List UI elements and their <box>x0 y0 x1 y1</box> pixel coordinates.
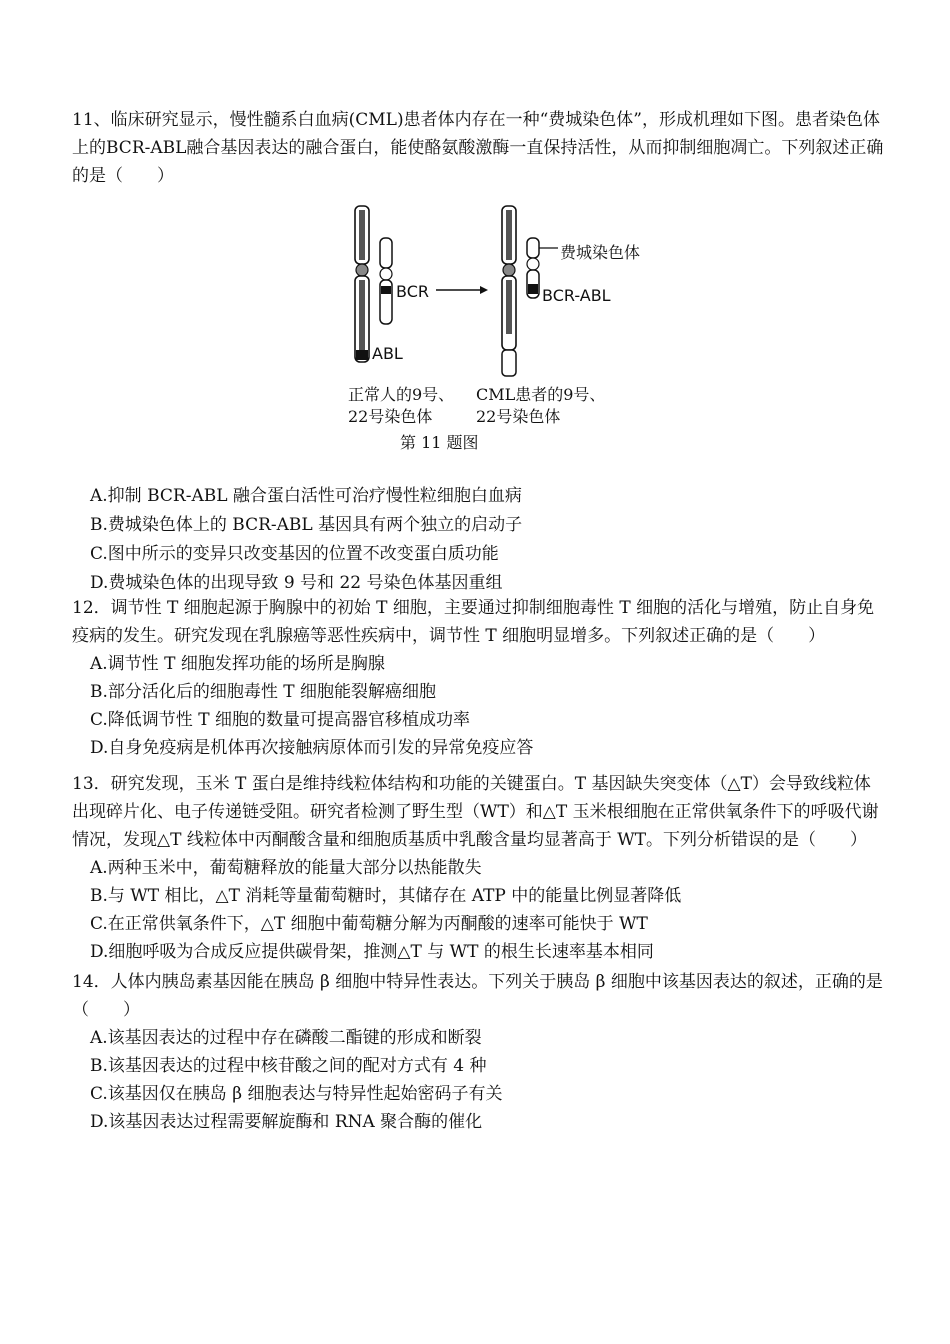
option-b: B.与 WT 相比，△T 消耗等量葡萄糖时，其储存在 ATP 中的能量比例显著降低 <box>90 886 682 906</box>
label-philadelphia: 费城染色体 <box>560 243 641 262</box>
question-12 <box>72 594 884 762</box>
caption-cml-line2: 22号染色体 <box>476 407 561 426</box>
option-d: D.细胞呼吸为合成反应提供碳骨架，推测△T 与 WT 的根生长速率基本相同 <box>90 942 654 962</box>
caption-normal-line2: 22号染色体 <box>348 407 433 426</box>
cml-chromosome-9 <box>502 206 516 376</box>
caption-normal-line1: 正常人的9号、 <box>348 385 455 404</box>
option-b: B.费城染色体上的 BCR-ABL 基因具有两个独立的启动子 <box>90 515 523 535</box>
question-11-figure <box>330 200 660 460</box>
option-d: D.费城染色体的出现导致 9 号和 22 号染色体基因重组 <box>90 573 503 593</box>
normal-chromosome-22 <box>380 238 392 324</box>
option-a: A.调节性 T 细胞发挥功能的场所是胸腺 <box>90 654 385 674</box>
normal-chromosome-9 <box>355 206 369 362</box>
option-c: C.该基因仅在胰岛 β 细胞表达与特异性起始密码子有关 <box>90 1084 503 1104</box>
question-13-stem: 13．研究发现，玉米 T 蛋白是维持线粒体结构和功能的关键蛋白。T 基因缺失突变体（△T）会导致线粒体出现碎片化、电子传递链受阻。研究者检测了野生型（WT）和△T 玉米根细胞在正常供氧条件下的呼吸代谢情况，发现△T 线粒体中丙酮酸含量和细胞质基质中乳酸含量均显著高于 WT。下列分析错误的是（ ） <box>72 774 879 850</box>
option-b: B.该基因表达的过程中核苷酸之间的配对方式有 4 种 <box>90 1056 487 1076</box>
label-bcr-abl: BCR-ABL <box>542 286 611 305</box>
question-13 <box>72 770 884 966</box>
option-c: C.降低调节性 T 细胞的数量可提高器官移植成功率 <box>90 710 470 730</box>
question-11 <box>72 106 884 190</box>
transformation-arrow <box>436 286 488 294</box>
question-12-stem: 12．调节性 T 细胞起源于胸腺中的初始 T 细胞，主要通过抑制细胞毒性 T 细胞的活化与增殖，防止自身免疫病的发生。研究发现在乳腺癌等恶性疾病中，调节性 T 细胞明显增多。下列叙述正确的是（ ） <box>72 598 875 646</box>
option-c: C.在正常供氧条件下，△T 细胞中葡萄糖分解为丙酮酸的速率可能快于 WT <box>90 914 648 934</box>
caption-cml-line1: CML患者的9号、 <box>476 385 606 404</box>
question-14 <box>72 968 884 1136</box>
question-11-options <box>72 482 884 598</box>
option-a: A.抑制 BCR-ABL 融合蛋白活性可治疗慢性粒细胞白血病 <box>90 486 522 506</box>
option-b: B.部分活化后的细胞毒性 T 细胞能裂解癌细胞 <box>90 682 437 702</box>
label-bcr: BCR <box>396 282 429 301</box>
figure-title: 第 11 题图 <box>400 433 479 452</box>
option-a: A.两种玉米中，葡萄糖释放的能量大部分以热能散失 <box>90 858 482 878</box>
option-d: D.该基因表达过程需要解旋酶和 RNA 聚合酶的催化 <box>90 1112 483 1132</box>
label-abl: ABL <box>372 344 403 363</box>
question-14-stem: 14．人体内胰岛素基因能在胰岛 β 细胞中特异性表达。下列关于胰岛 β 细胞中该基因表达的叙述，正确的是（ ） <box>72 972 883 1020</box>
option-a: A.该基因表达的过程中存在磷酸二酯键的形成和断裂 <box>90 1028 482 1048</box>
option-c: C.图中所示的变异只改变基因的位置不改变蛋白质功能 <box>90 544 499 564</box>
question-11-stem: 11、临床研究显示，慢性髓系白血病(CML)患者体内存在一种“费城染色体”，形成机理如下图。患者染色体上的BCR-ABL融合基因表达的融合蛋白，能使酪氨酸激酶一直保持活性，从而抑制细胞凋亡。下列叙述正确的是（ ） <box>72 110 884 186</box>
option-d: D.自身免疫病是机体再次接触病原体而引发的异常免疫应答 <box>90 738 534 758</box>
